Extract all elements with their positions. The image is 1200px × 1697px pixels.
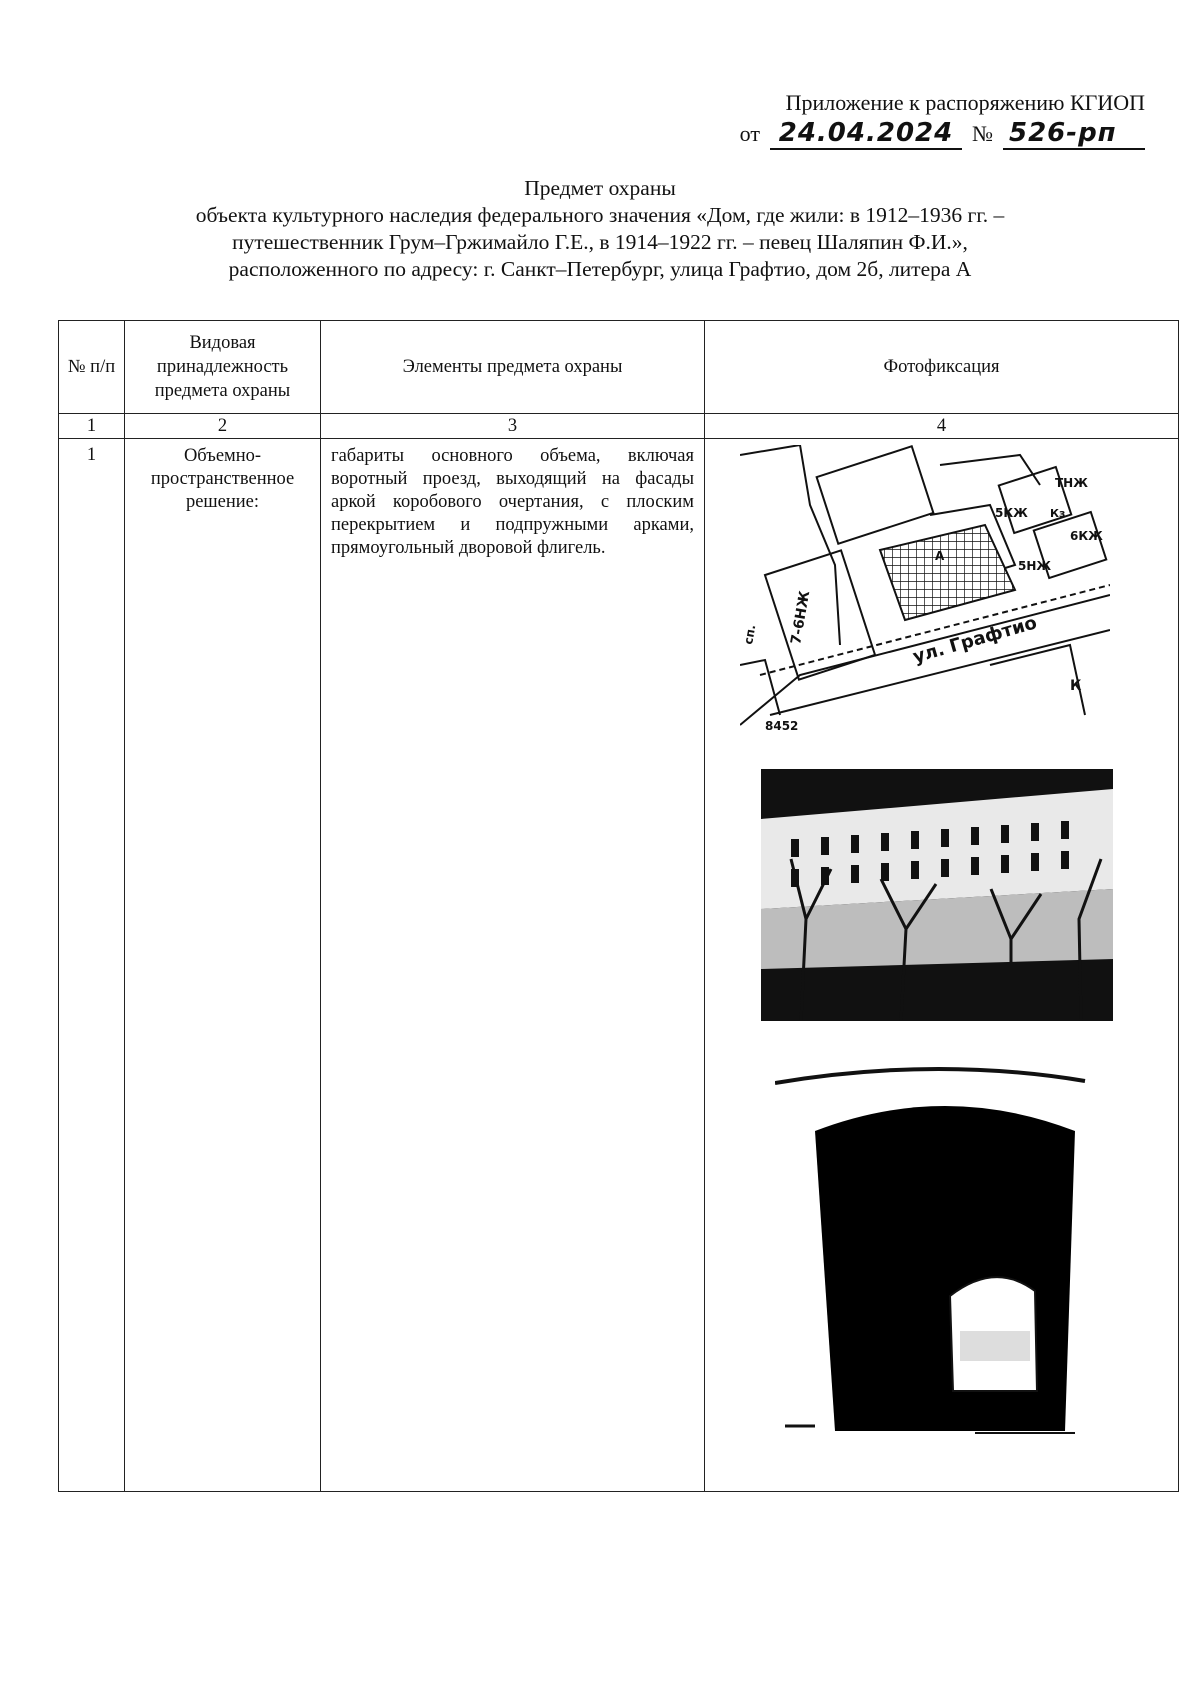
title-line-3: путешественник Грум–Гржимайло Г.Е., в 1914–1922 гг. – певец Шаляпин Ф.И.», <box>232 230 968 254</box>
arch-image <box>775 1061 1103 1441</box>
number-label: № <box>972 121 993 146</box>
appendix-line: Приложение к распоряжению КГИОП <box>785 90 1145 115</box>
row-number: 1 <box>59 439 125 1492</box>
order-line <box>725 118 1145 150</box>
map-label: ТНЖ <box>1055 476 1088 490</box>
facade-image <box>761 769 1113 1021</box>
order-date: 24.04.2024 <box>770 118 962 150</box>
map-street-label: ул. Графтио <box>910 612 1040 668</box>
site-plan-map <box>740 445 1110 737</box>
header-elements: Элементы предмета охраны <box>321 321 705 414</box>
header-type: Видовая принадлежность предмета охраны <box>125 321 321 414</box>
row-photos <box>705 439 1179 1492</box>
column-number: 3 <box>321 414 705 439</box>
title-line-4: расположенного по адресу: г. Санкт–Петербург, улица Графтио, дом 2б, литера А <box>228 257 972 281</box>
table-row <box>59 439 1179 1492</box>
column-number: 4 <box>705 414 1179 439</box>
from-label: от <box>739 121 760 146</box>
appendix-header <box>725 88 1145 150</box>
arch-passage-photo <box>775 1061 1103 1441</box>
protection-table <box>58 320 1179 1492</box>
map-label: Кз <box>1050 507 1066 520</box>
title-line-2: объекта культурного наследия федерального значения «Дом, где жили: в 1912–1936 гг. – <box>195 203 1005 227</box>
title-line-1: Предмет охраны <box>524 176 676 200</box>
document-title <box>60 175 1140 283</box>
column-number: 1 <box>59 414 125 439</box>
row-elements: габариты основного объема, включая воротный проезд, выходящий на фасады аркой коробового очертания, с плоским перекрытием и подпружными арками, прямоугольный дворовой флигель. <box>321 439 705 1492</box>
map-label: К <box>1070 678 1082 694</box>
map-label: 6КЖ <box>1070 529 1103 543</box>
map-label: 7-6НЖ <box>788 589 814 646</box>
row-type: Объемно-пространственное решение: <box>125 439 321 1492</box>
column-number-row <box>59 414 1179 439</box>
column-number: 2 <box>125 414 321 439</box>
site-plan-drawing <box>740 445 1110 737</box>
map-label: А <box>935 549 945 563</box>
table-header-row <box>59 321 1179 414</box>
map-label: 8452 <box>765 719 799 733</box>
header-number: № п/п <box>59 321 125 414</box>
header-photo: Фотофиксация <box>705 321 1179 414</box>
facade-photo <box>761 769 1113 1021</box>
map-label: 5КЖ <box>995 506 1028 520</box>
map-label: 5НЖ <box>1018 559 1052 573</box>
map-label: сп. <box>741 623 759 646</box>
order-number: 526-рп <box>1003 118 1145 150</box>
